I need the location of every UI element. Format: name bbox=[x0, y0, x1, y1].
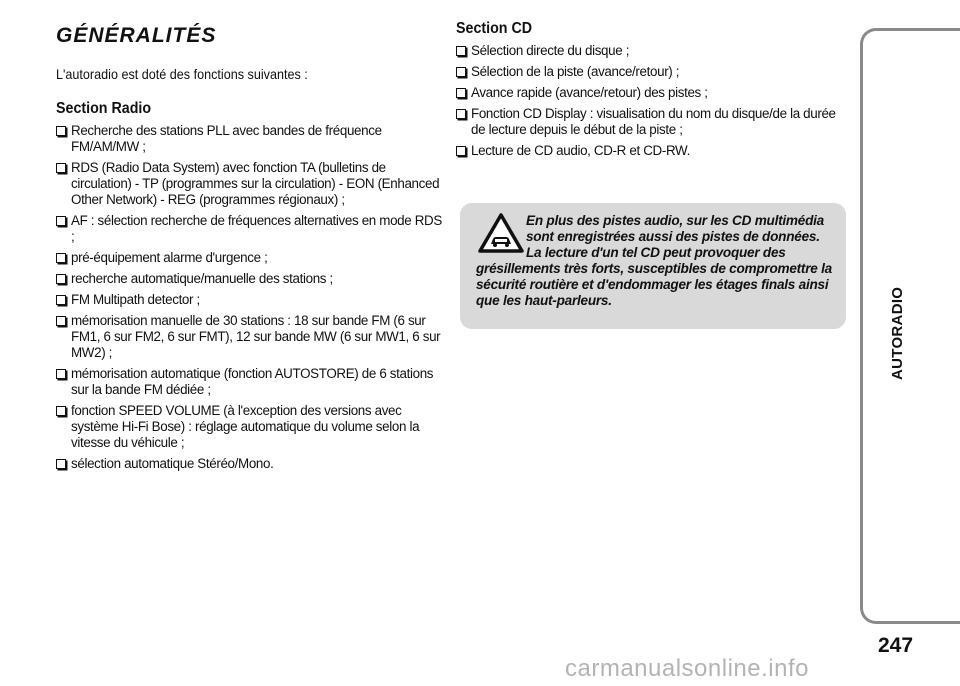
checkbox-bullet-icon bbox=[56, 316, 66, 326]
list-item: RDS (Radio Data System) avec fonction TA (bulletins de circulation) - TP (programmes sur la circulation) - EON (Enhanced Other Network) - REG (programmes régionaux) ; bbox=[56, 160, 448, 208]
list-item: Recherche des stations PLL avec bandes de fréquence FM/AM/MW ; bbox=[56, 123, 448, 155]
checkbox-bullet-icon bbox=[56, 406, 66, 416]
list-item: pré-équipement alarme d'urgence ; bbox=[56, 250, 448, 266]
list-item: Fonction CD Display : visualisation du nom du disque/de la durée de lecture depuis le début de la piste ; bbox=[456, 106, 848, 138]
page-title: GÉNÉRALITÉS bbox=[56, 24, 217, 47]
checkbox-bullet-icon bbox=[456, 109, 466, 119]
checkbox-bullet-icon bbox=[56, 295, 66, 305]
checkbox-bullet-icon bbox=[56, 216, 66, 226]
radio-features-list bbox=[56, 123, 448, 472]
list-item: mémorisation automatique (fonction AUTOSTORE) de 6 stations sur la bande FM dédiée ; bbox=[56, 366, 448, 398]
checkbox-bullet-icon bbox=[56, 126, 66, 136]
warning-text: En plus des pistes audio, sur les CD multimédia sont enregistrées aussi des pistes de données. La lecture d'un tel CD peut provoquer des grésillements très forts, susceptibles de compromettre la sécurité routière et d'endommager les étages finals ainsi que les haut-parleurs. bbox=[476, 213, 832, 308]
list-item: fonction SPEED VOLUME (à l'exception des versions avec système Hi-Fi Bose) : réglage automatique du volume selon la vitesse du véhicule ; bbox=[56, 403, 448, 451]
list-item: Sélection de la piste (avance/retour) ; bbox=[456, 64, 848, 80]
list-item: AF : sélection recherche de fréquences alternatives en mode RDS ; bbox=[56, 213, 448, 245]
list-item: Avance rapide (avance/retour) des pistes ; bbox=[456, 85, 848, 101]
checkbox-bullet-icon bbox=[56, 369, 66, 379]
list-item: sélection automatique Stéréo/Mono. bbox=[56, 456, 448, 472]
checkbox-bullet-icon bbox=[56, 274, 66, 284]
cd-features-list bbox=[456, 43, 848, 159]
watermark: carmanualsonline.info bbox=[565, 655, 809, 682]
chapter-tab bbox=[860, 28, 960, 624]
checkbox-bullet-icon bbox=[56, 253, 66, 263]
right-column bbox=[456, 20, 848, 164]
checkbox-bullet-icon bbox=[456, 88, 466, 98]
section-cd-title: Section CD bbox=[456, 20, 533, 37]
left-column bbox=[56, 20, 448, 477]
list-item: FM Multipath detector ; bbox=[56, 292, 448, 308]
section-radio-title: Section Radio bbox=[56, 100, 152, 117]
intro-text: L'autoradio est doté des fonctions suivantes : bbox=[56, 66, 308, 82]
chapter-tab-label: AUTORADIO bbox=[889, 286, 906, 380]
checkbox-bullet-icon bbox=[56, 459, 66, 469]
checkbox-bullet-icon bbox=[456, 67, 466, 77]
page-number: 247 bbox=[878, 634, 914, 657]
list-item: mémorisation manuelle de 30 stations : 18 sur bande FM (6 sur FM1, 6 sur FM2, 6 sur FMT), 12 sur bande MW (6 sur MW1, 6 sur MW2) ; bbox=[56, 313, 448, 361]
checkbox-bullet-icon bbox=[456, 146, 466, 156]
list-item: Sélection directe du disque ; bbox=[456, 43, 848, 59]
checkbox-bullet-icon bbox=[456, 46, 466, 56]
list-item: Lecture de CD audio, CD-R et CD-RW. bbox=[456, 143, 848, 159]
warning-box bbox=[460, 203, 846, 329]
list-item: recherche automatique/manuelle des stations ; bbox=[56, 271, 448, 287]
checkbox-bullet-icon bbox=[56, 163, 66, 173]
